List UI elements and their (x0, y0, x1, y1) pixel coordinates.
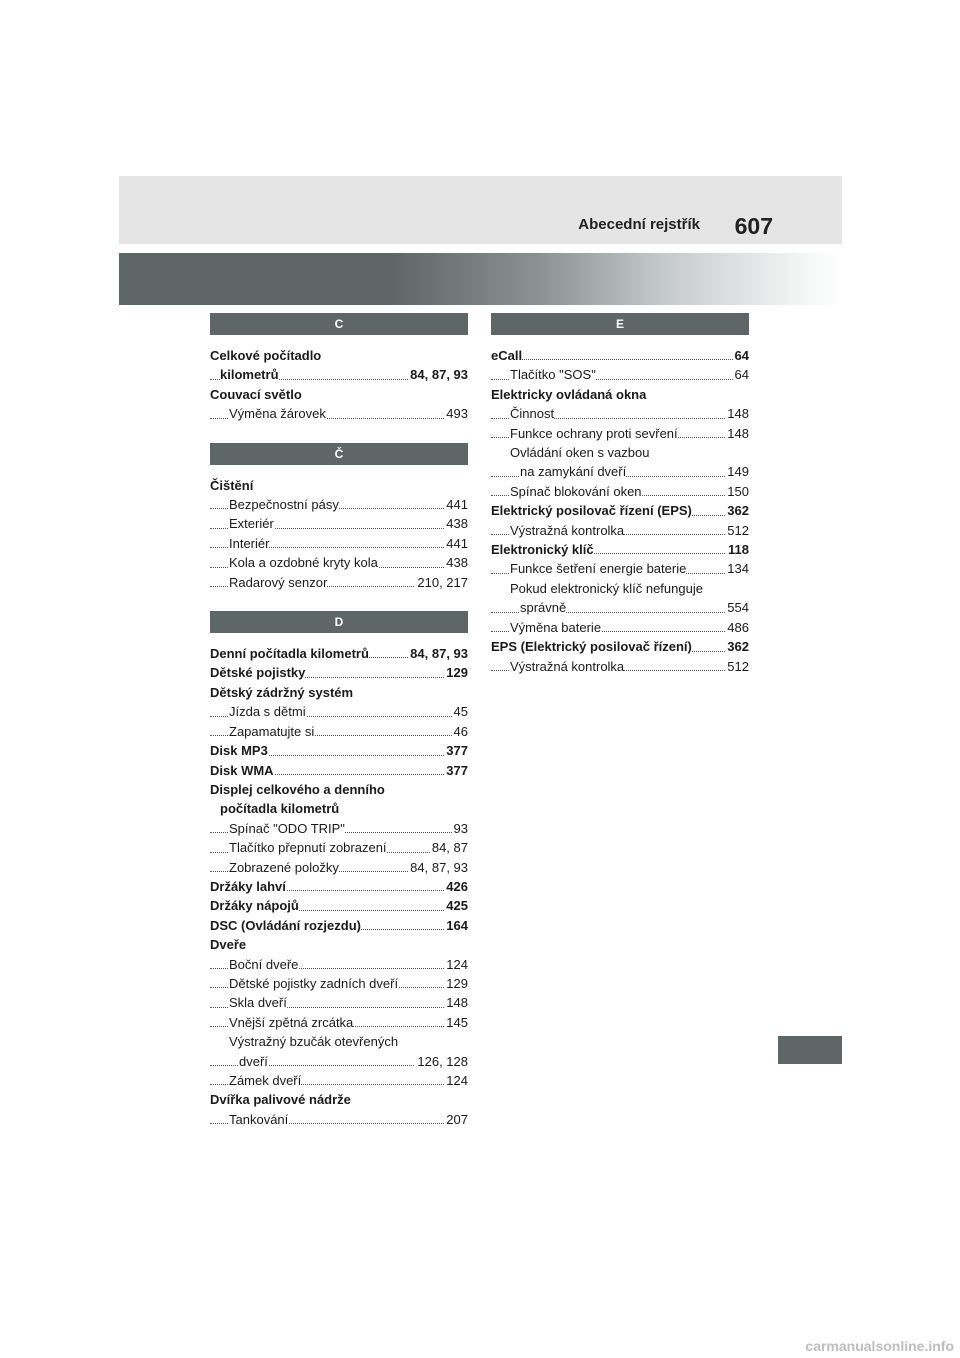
entry-label: Exteriér (229, 516, 274, 532)
index-subentry (210, 553, 468, 572)
index-subentry (210, 1110, 468, 1129)
section-entries (210, 346, 468, 424)
entry-label: Skla dveří (229, 995, 287, 1011)
section-header: D (210, 611, 468, 633)
entry-label: Funkce šetření energie baterie (510, 561, 687, 577)
entry-label: Dětský zádržný systém (210, 684, 354, 700)
entry-label: Tankování (229, 1111, 289, 1127)
entry-label: Funkce ochrany proti sevření (510, 425, 678, 441)
entry-label: Kola a ozdobné kryty kola (229, 555, 378, 571)
entry-label: Zapamatujte si (229, 723, 315, 739)
page-reference: 362 (725, 637, 749, 656)
page-reference: 425 (444, 896, 468, 915)
entry-label: Displej celkového a denního (210, 781, 385, 797)
page-header (119, 176, 842, 244)
entry-label: Spínač blokování oken (510, 483, 642, 499)
page-reference: 45 (452, 702, 468, 721)
page-reference: 134 (725, 559, 749, 578)
page-reference: 438 (444, 553, 468, 572)
page-reference: 486 (725, 618, 749, 637)
page-reference: 118 (726, 540, 749, 559)
entry-label: Spínač "ODO TRIP" (229, 820, 345, 836)
index-subentry (491, 443, 749, 462)
index-column-left (210, 313, 468, 1148)
index-subentry (491, 424, 749, 443)
entry-label: Dveře (210, 937, 247, 953)
entry-label: Výstražná kontrolka (510, 522, 625, 538)
page-reference: 150 (725, 482, 749, 501)
page-reference: 84, 87, 93 (408, 365, 468, 384)
index-entry (210, 896, 468, 915)
entry-label: Couvací světlo (210, 386, 302, 402)
entry-label: Zámek dveří (229, 1073, 302, 1088)
page-reference: 377 (444, 761, 468, 780)
entry-label: Denní počítadla kilometrů (210, 646, 369, 662)
entry-label: na zamykání dveří (520, 464, 627, 480)
entry-label: Elektronický klíč (491, 542, 594, 558)
index-subentry (210, 495, 468, 514)
index-subentry (210, 722, 468, 741)
page-reference: 426 (444, 877, 468, 896)
chapter-tab (778, 1036, 842, 1064)
dot-leader (491, 359, 749, 360)
page-reference: 145 (444, 1013, 468, 1032)
page-reference: 148 (444, 993, 468, 1012)
page-reference: 124 (444, 1071, 468, 1090)
index-entry (210, 476, 468, 495)
entry-label: Výstražný bzučák otevřených (229, 1034, 399, 1050)
decorative-gradient-band (119, 253, 842, 305)
page-reference: 84, 87, 93 (408, 858, 468, 877)
watermark: carmanualsonline.info (805, 1338, 954, 1354)
index-entry (210, 346, 468, 365)
entry-label: Disk MP3 (210, 743, 268, 759)
page-reference: 441 (444, 534, 468, 553)
entry-label: Činnost (510, 406, 555, 422)
page-reference: 84, 87, 93 (408, 644, 468, 663)
index-entry (210, 385, 468, 404)
section-entries (491, 346, 749, 676)
index-subentry (491, 559, 749, 578)
entry-label: Radarový senzor (229, 574, 328, 590)
index-subentry (210, 1071, 468, 1090)
index-entry (210, 877, 468, 896)
page-reference: 124 (444, 955, 468, 974)
page-reference: 149 (725, 462, 749, 481)
section-title: Abecední rejstřík (578, 216, 700, 233)
index-subentry (210, 819, 468, 838)
section-entries (210, 476, 468, 592)
index-entry (210, 365, 468, 384)
index-subentry (491, 462, 749, 481)
page-reference: 46 (452, 722, 468, 741)
section-header: E (491, 313, 749, 335)
index-subentry (210, 702, 468, 721)
entry-label: Dětské pojistky zadních dveří (229, 975, 399, 991)
page-reference: 164 (444, 916, 468, 935)
entry-label: Elektricky ovládaná okna (491, 386, 647, 402)
entry-label: Čištění (210, 477, 254, 493)
entry-label: Výměna žárovek (229, 406, 326, 422)
index-subentry (491, 521, 749, 540)
entry-label: kilometrů (220, 367, 279, 383)
entry-label: Výměna baterie (510, 619, 602, 635)
entry-label: Výstražná kontrolka (510, 658, 625, 674)
entry-label: eCall (491, 348, 523, 363)
page-reference: 210, 217 (415, 573, 468, 592)
index-subentry (491, 365, 749, 384)
page-reference: 93 (452, 819, 468, 838)
page-reference: 441 (444, 495, 468, 514)
entry-label: Dětské pojistky (210, 665, 306, 681)
page-number: 607 (734, 213, 773, 239)
index-subentry (210, 974, 468, 993)
entry-label: Vnější zpětná zrcátka (229, 1014, 354, 1030)
index-subentry (210, 1052, 468, 1071)
index-subentry (210, 514, 468, 533)
page-reference: 148 (725, 424, 749, 443)
index-entry (491, 346, 749, 365)
index-entry (210, 663, 468, 682)
entry-label: DSC (Ovládání rozjezdu) (210, 917, 361, 933)
entry-label: Zobrazené položky (229, 859, 339, 875)
index-subentry (491, 657, 749, 676)
page-reference: 207 (444, 1110, 468, 1129)
index-entry (491, 540, 749, 559)
section-entries (210, 644, 468, 1129)
page-reference: 148 (725, 404, 749, 423)
index-entry (210, 916, 468, 935)
index-subentry (491, 618, 749, 637)
entry-label: EPS (Elektrický posilovač řízení) (491, 639, 692, 655)
page-reference: 512 (725, 657, 749, 676)
page-reference: 512 (725, 521, 749, 540)
section-header: C (210, 313, 468, 335)
entry-label: Dvířka palivové nádrže (210, 1092, 351, 1108)
index-entry (210, 644, 468, 663)
index-entry (210, 935, 468, 954)
page-reference: 64 (733, 346, 749, 365)
index-column-right (491, 313, 749, 695)
index-subentry (491, 598, 749, 617)
index-subentry (210, 404, 468, 423)
index-subentry (210, 858, 468, 877)
index-subentry (210, 573, 468, 592)
index-subentry (210, 534, 468, 553)
page-reference: 129 (444, 974, 468, 993)
entry-label: Držáky lahví (210, 878, 286, 894)
index-entry (491, 385, 749, 404)
index-entry (210, 799, 468, 818)
entry-label: Interiér (229, 535, 270, 551)
entry-label: Tlačítko "SOS" (510, 367, 596, 383)
index-subentry (491, 579, 749, 598)
index-subentry (210, 838, 468, 857)
index-subentry (491, 482, 749, 501)
index-entry (491, 637, 749, 656)
page-reference: 129 (444, 663, 468, 682)
index-entry (210, 780, 468, 799)
entry-label: Pokud elektronický klíč nefunguje (510, 580, 703, 596)
index-entry (210, 683, 468, 702)
page-reference: 554 (725, 598, 749, 617)
index-entry (210, 1090, 468, 1109)
page-reference: 362 (725, 501, 749, 520)
index-entry (210, 761, 468, 780)
page-reference: 493 (444, 404, 468, 423)
index-subentry (210, 1013, 468, 1032)
index-subentry (210, 955, 468, 974)
entry-label: počítadla kilometrů (220, 801, 340, 817)
entry-label: Bezpečnostní pásy (229, 497, 339, 513)
page-reference: 126, 128 (415, 1052, 468, 1071)
index-subentry (491, 404, 749, 423)
index-entry (491, 501, 749, 520)
index-entry (210, 741, 468, 760)
entry-label: Boční dveře (229, 956, 299, 972)
entry-label: Tlačítko přepnutí zobrazení (229, 840, 387, 856)
page-reference: 64 (733, 365, 749, 384)
entry-label: Elektrický posilovač řízení (EPS) (491, 503, 692, 519)
section-header: Č (210, 443, 468, 465)
entry-label: správně (520, 600, 567, 616)
entry-label: Ovládání oken s vazbou (510, 445, 650, 461)
index-subentry (210, 1032, 468, 1051)
entry-label: dveří (239, 1053, 268, 1069)
index-subentry (210, 993, 468, 1012)
entry-label: Jízda s dětmi (229, 704, 306, 720)
page-reference: 84, 87 (430, 838, 468, 857)
page-reference: 438 (444, 514, 468, 533)
entry-label: Držáky nápojů (210, 898, 299, 914)
page-reference: 377 (444, 741, 468, 760)
entry-label: Celkové počítadlo (210, 348, 322, 363)
entry-label: Disk WMA (210, 762, 274, 778)
